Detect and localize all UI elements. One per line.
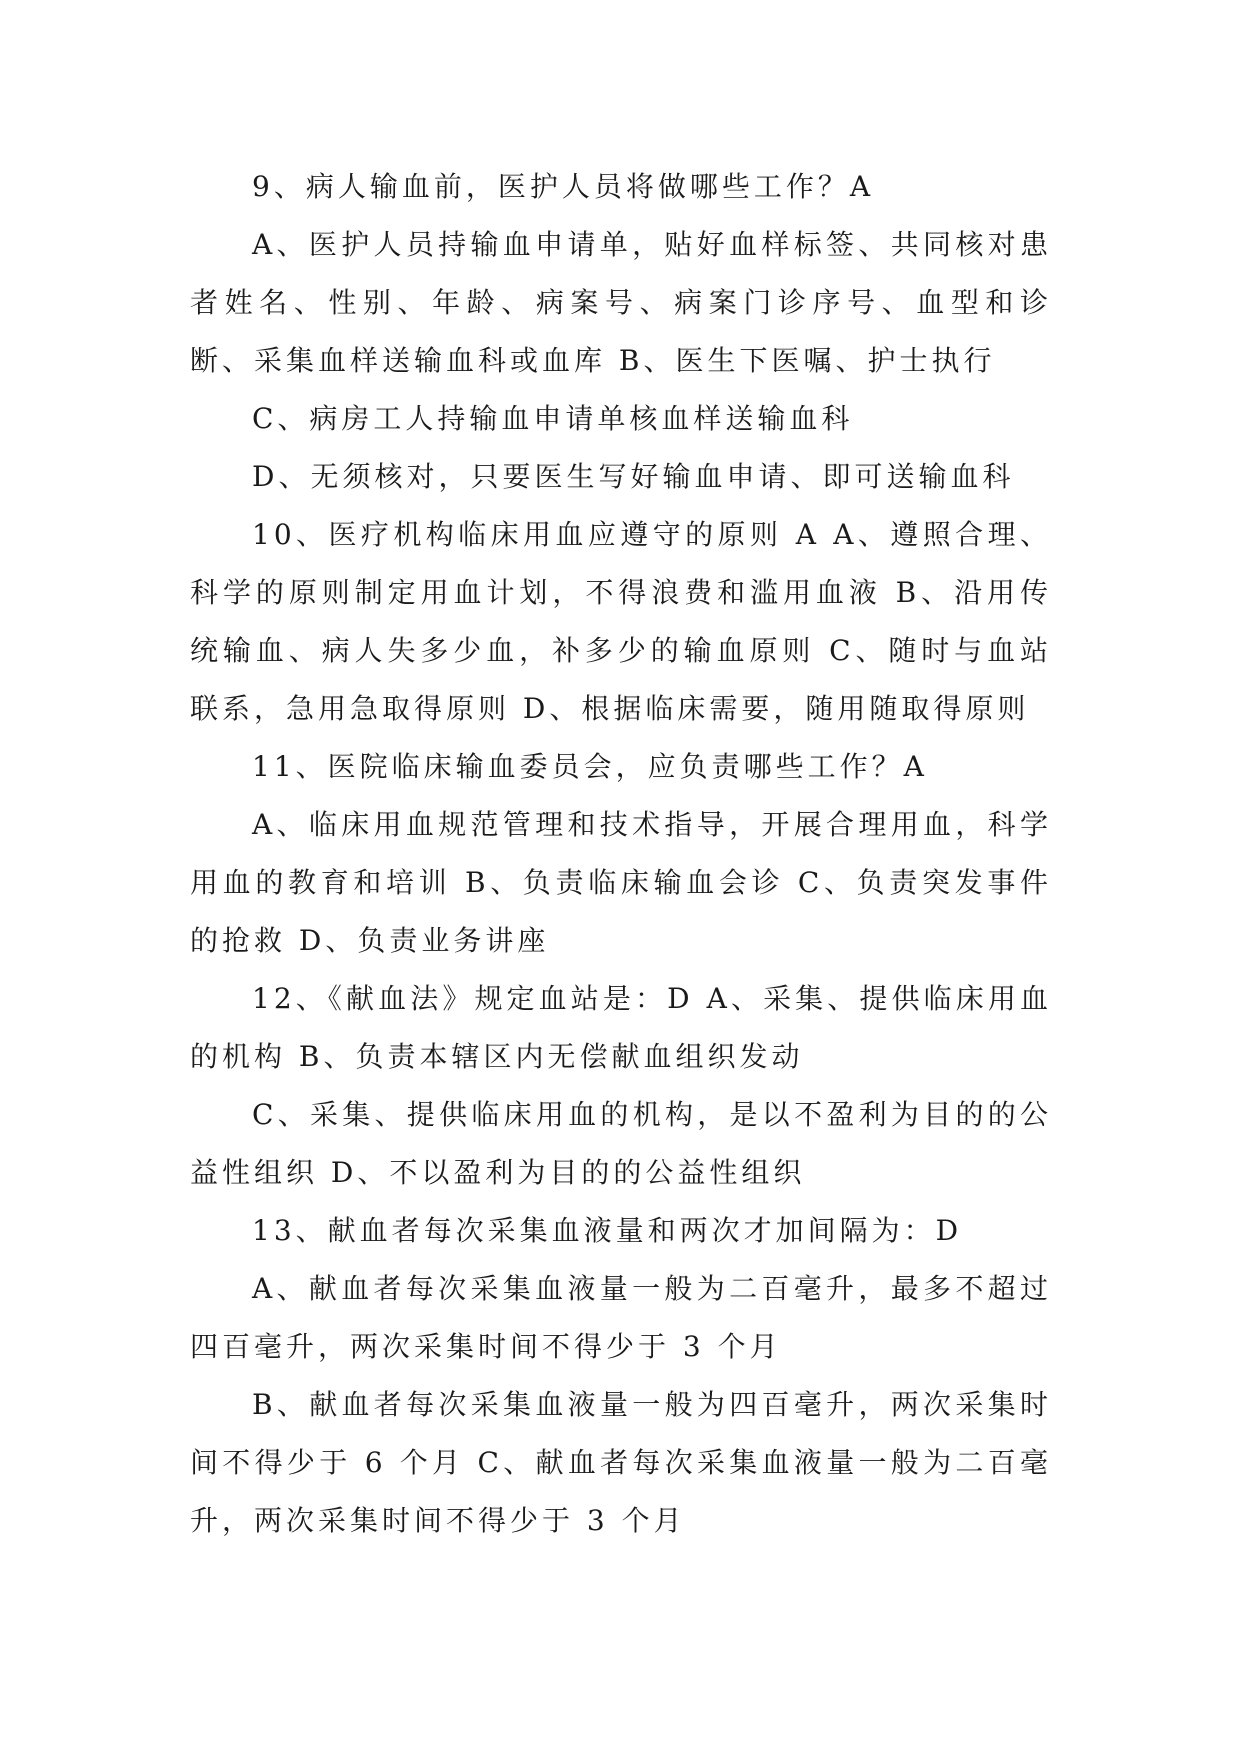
question-13: 13、献血者每次采集血液量和两次才加间隔为：D xyxy=(252,1214,963,1247)
question-10: 10、医疗机构临床用血应遵守的原则 A A、遵照合理、科学的原则制定用血计划，不得浪费和滥用血液 B、沿用传统输血、病人失多少血，补多少的输血原则 C、随时与血站联系，急用急取得原则 D、根据临床需要，随用随取得原则 xyxy=(190,518,1052,725)
question-9-option-d: D、无须核对，只要医生写好输血申请、即可送输血科 xyxy=(252,460,1015,493)
question-11: 11、医院临床输血委员会，应负责哪些工作？A xyxy=(252,750,928,783)
question-12-options-c-d: C、采集、提供临床用血的机构，是以不盈利为目的的公益性组织 D、不以盈利为目的的公益性组织 xyxy=(190,1098,1052,1189)
document-body xyxy=(190,158,1052,1550)
question-12: 12、《献血法》规定血站是：D A、采集、提供临床用血的机构 B、负责本辖区内无偿献血组织发动 xyxy=(190,982,1052,1073)
question-13-options-b-c: B、献血者每次采集血液量一般为四百毫升，两次采集时间不得少于 6 个月 C、献血者每次采集血液量一般为二百毫升，两次采集时间不得少于 3 个月 xyxy=(190,1388,1052,1537)
question-13-option-a: A、献血者每次采集血液量一般为二百毫升，最多不超过四百毫升，两次采集时间不得少于 3 个月 xyxy=(190,1272,1052,1363)
question-11-options: A、临床用血规范管理和技术指导，开展合理用血，科学用血的教育和培训 B、负责临床输血会诊 C、负责突发事件的抢救 D、负责业务讲座 xyxy=(190,808,1052,957)
question-9: 9、病人输血前，医护人员将做哪些工作？A xyxy=(252,170,875,203)
question-9-option-c: C、病房工人持输血申请单核血样送输血科 xyxy=(252,402,854,435)
question-9-option-a-b: A、医护人员持输血申请单，贴好血样标签、共同核对患者姓名、性别、年龄、病案号、病案门诊序号、血型和诊断、采集血样送输血科或血库 B、医生下医嘱、护士执行 xyxy=(190,228,1052,377)
